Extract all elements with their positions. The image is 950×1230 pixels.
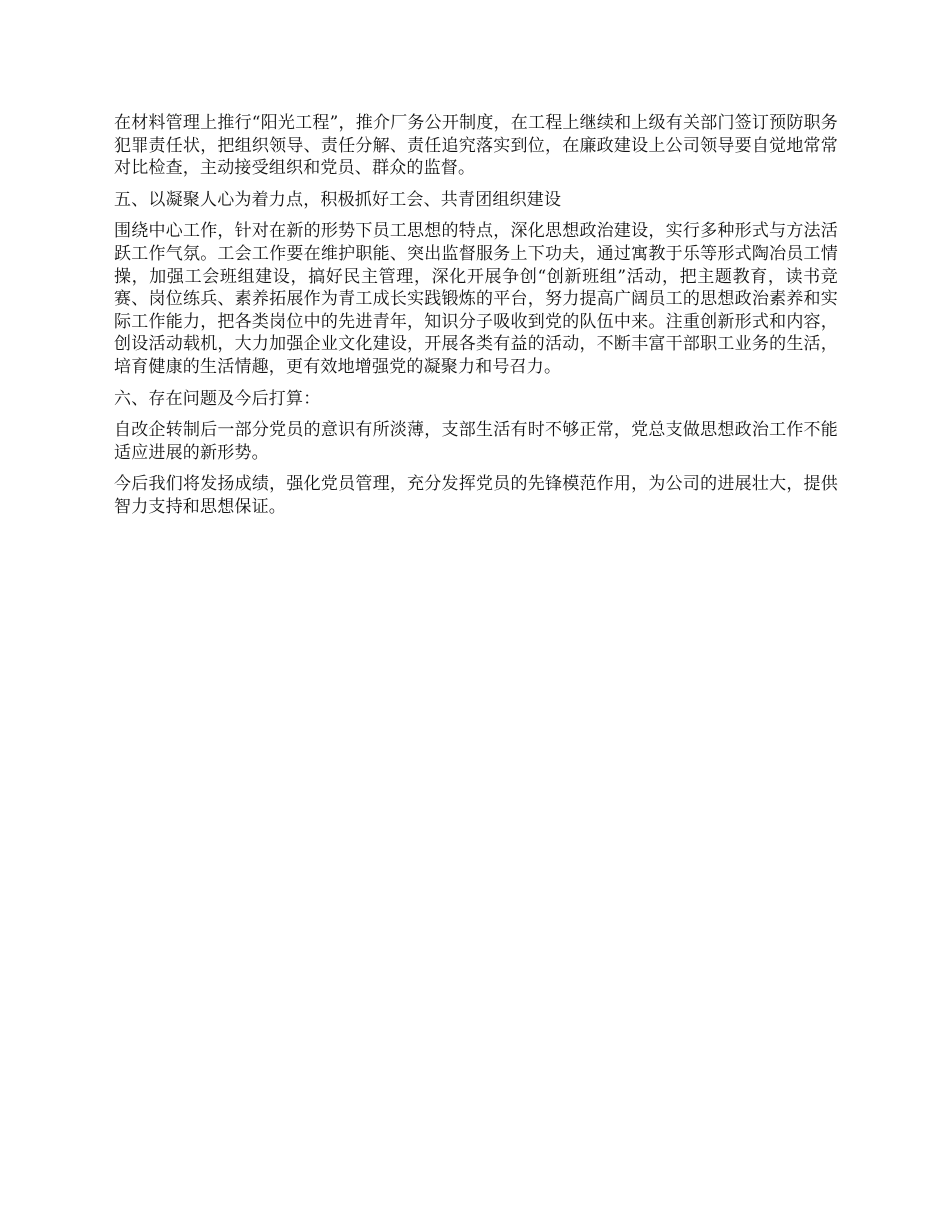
paragraph-material-management: 在材料管理上推行“阳光工程”，推介厂务公开制度，在工程上继续和上级有关部门签订预防职务犯罪责任状，把组织领导、责任分解、责任追究落实到位，在廉政建设上公司领导要自觉地常常对比检查，主动接受组织和党员、群众的监督。 [114,113,838,179]
paragraph-union-work: 围绕中心工作，针对在新的形势下员工思想的特点，深化思想政治建设，实行多种形式与方法活跃工作气氛。工会工作要在维护职能、突出监督服务上下功夫，通过寓教于乐等形式陶冶员工情操，加强工会班组建设，搞好民主管理，深化开展争创“创新班组”活动，把主题教育，读书竞赛、岗位练兵、素养拓展作为青工成长实践锻炼的平台，努力提高广阔员工的思想政治素养和实际工作能力，把各类岗位中的先进青年，知识分子吸收到党的队伍中来。注重创新形式和内容，创设活动载机，大力加强企业文化建设，开展各类有益的活动，不断丰富干部职工业务的生活，培育健康的生活情趣，更有效地增强党的凝聚力和号召力。 [114,221,838,377]
paragraph-problems: 自改企转制后一部分党员的意识有所淡薄，支部生活有时不够正常，党总支做思想政治工作不能适应进展的新形势。 [114,420,838,463]
paragraph-future-plans: 今后我们将发扬成绩，强化党员管理，充分发挥党员的先锋模范作用，为公司的进展壮大，提供智力支持和思想保证。 [114,474,838,517]
section-heading-six: 六、存在问题及今后打算： [114,388,321,409]
section-heading-five: 五、以凝聚人心为着力点，积极抓好工会、共青团组织建设 [114,189,562,210]
